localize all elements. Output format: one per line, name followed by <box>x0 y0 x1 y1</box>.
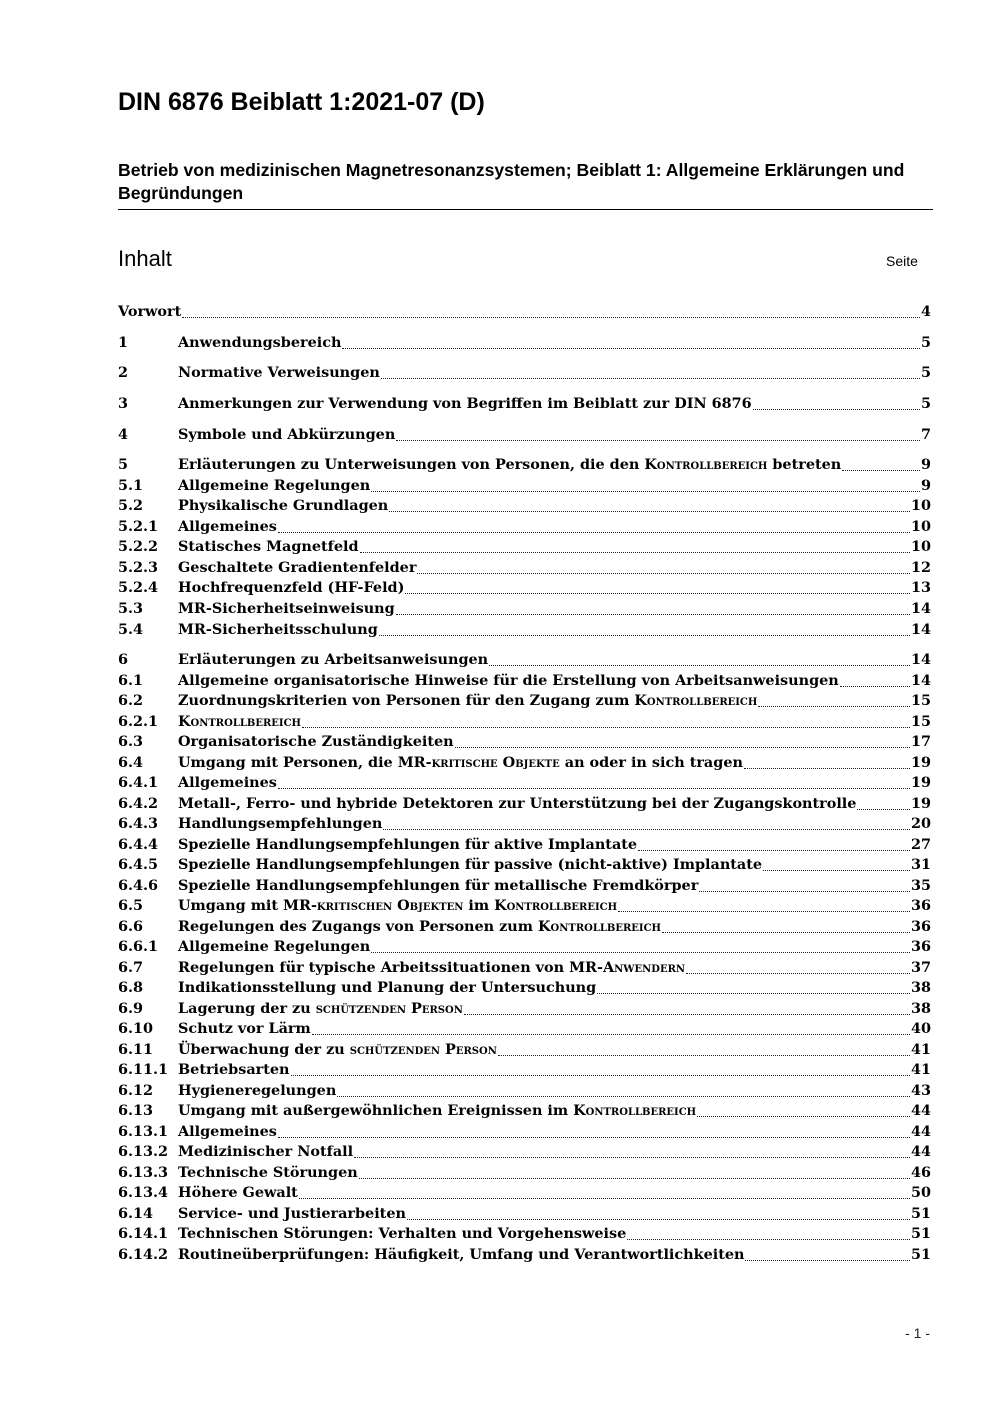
toc-entry-title: Allgemeines <box>178 774 277 791</box>
toc-dot-leader <box>489 654 910 666</box>
toc-dot-leader <box>618 900 910 912</box>
toc-entry[interactable] <box>118 1204 931 1224</box>
toc-entry-page: 51 <box>910 1205 931 1222</box>
toc-entry-title: Regelungen für typische Arbeitssituationen von MR-Anwendern <box>178 959 686 976</box>
toc-entry-page: 36 <box>910 897 931 914</box>
toc-entry-title: Physikalische Grundlagen <box>178 497 389 514</box>
toc-entry-title: Metall-, Ferro- und hybride Detektoren zur Unterstützung bei der Zugangskontrolle <box>178 795 857 812</box>
toc-entry[interactable] <box>118 753 931 773</box>
toc-entry-number: 2 <box>118 364 129 381</box>
toc-entry-page: 36 <box>910 918 931 935</box>
toc-dot-leader <box>686 962 910 974</box>
toc-dot-leader <box>278 1126 910 1138</box>
toc-entry-page: 19 <box>910 774 931 791</box>
toc-entry-number: 6.13.3 <box>118 1164 169 1181</box>
toc-entry-number: 3 <box>118 395 129 412</box>
toc-entry-number: 6.13.1 <box>118 1123 169 1140</box>
toc-entry[interactable] <box>118 1163 931 1183</box>
toc-entry-number: 6.4.2 <box>118 795 159 812</box>
toc-entry-page: 41 <box>910 1061 931 1078</box>
toc-entry-page: 10 <box>910 538 931 555</box>
toc-entry-title: Allgemeine Regelungen <box>178 477 371 494</box>
toc-entry[interactable] <box>118 476 931 496</box>
document-title: DIN 6876 Beiblatt 1:2021-07 (D) <box>118 88 485 116</box>
toc-entry[interactable] <box>118 1019 931 1039</box>
toc-entry-page: 51 <box>910 1246 931 1263</box>
toc-dot-leader <box>627 1228 910 1240</box>
toc-entry-number: 6.11.1 <box>118 1061 169 1078</box>
toc-entry[interactable] <box>118 876 931 896</box>
toc-entry[interactable] <box>118 455 931 475</box>
toc-entry-number: 6.9 <box>118 1000 144 1017</box>
toc-entry-title: Indikationsstellung und Planung der Untersuchung <box>178 979 597 996</box>
toc-entry-number: 6.4.4 <box>118 836 159 853</box>
toc-dot-leader <box>697 1105 910 1117</box>
toc-entry[interactable] <box>118 794 931 814</box>
toc-entry-page: 44 <box>910 1123 931 1140</box>
toc-entry-title: Hygieneregelungen <box>178 1082 337 1099</box>
toc-entry-page: 5 <box>920 395 931 412</box>
toc-entry-number: 6.14.2 <box>118 1246 169 1263</box>
toc-entry-number: 6.4.1 <box>118 774 159 791</box>
toc-entry-title: Regelungen des Zugangs von Personen zum Kontrollbereich <box>178 918 661 935</box>
toc-entry-title: Medizinischer Notfall <box>178 1143 354 1160</box>
toc-entry-title: Schutz vor Lärm <box>178 1020 311 1037</box>
toc-entry-page: 27 <box>910 836 931 853</box>
toc-entry-page: 10 <box>910 518 931 535</box>
toc-dot-leader <box>371 480 920 492</box>
toc-entry-number: 6.4 <box>118 754 144 771</box>
toc-dot-leader <box>753 398 920 410</box>
toc-entry-title: Statisches Magnetfeld <box>178 538 359 555</box>
toc-entry-title: Lagerung der zu schützenden Person <box>178 1000 463 1017</box>
toc-entry-title: Anwendungsbereich <box>178 334 342 351</box>
toc-entry-number: 6.3 <box>118 733 144 750</box>
toc-dot-leader <box>312 1023 910 1035</box>
toc-dot-leader <box>396 429 920 441</box>
toc-entry-page: 46 <box>910 1164 931 1181</box>
toc-dot-leader <box>662 921 910 933</box>
toc-entry-title: Spezielle Handlungsempfehlungen für metallische Fremdkörper <box>178 877 699 894</box>
toc-entry-title: Vorwort <box>118 303 182 320</box>
toc-entry-page: 43 <box>910 1082 931 1099</box>
toc-entry-title: Service- und Justierarbeiten <box>178 1205 406 1222</box>
toc-dot-leader <box>464 1003 910 1015</box>
toc-entry[interactable] <box>118 1081 931 1101</box>
contents-heading: Inhalt <box>118 246 172 271</box>
toc-entry-number: 6.11 <box>118 1041 154 1058</box>
toc-entry-title: Zuordnungskriterien von Personen für den Zugang zum Kontrollbereich <box>178 692 758 709</box>
toc-entry[interactable] <box>118 1040 931 1060</box>
toc-entry-title: Technischen Störungen: Verhalten und Vorgehensweise <box>178 1225 627 1242</box>
toc-entry-number: 4 <box>118 426 129 443</box>
toc-dot-leader <box>407 1208 910 1220</box>
toc-entry-title: Höhere Gewalt <box>178 1184 298 1201</box>
toc-entry[interactable] <box>118 835 931 855</box>
toc-entry[interactable] <box>118 537 931 557</box>
toc-entry[interactable] <box>118 937 931 957</box>
toc-entry-title: MR-Sicherheitseinweisung <box>178 600 395 617</box>
toc-entry-page: 10 <box>910 497 931 514</box>
toc-entry-number: 6.4.3 <box>118 815 159 832</box>
document-subtitle: Betrieb von medizinischen Magnetresonanzsystemen; Beiblatt 1: Allgemeine Erklärungen und Begründungen <box>118 159 933 210</box>
toc-entry-number: 5.1 <box>118 477 144 494</box>
toc-entry[interactable] <box>118 1183 931 1203</box>
toc-entry-number: 6.5 <box>118 897 144 914</box>
toc-entry-number: 6.13 <box>118 1102 154 1119</box>
toc-entry-page: 4 <box>920 303 931 320</box>
toc-entry[interactable] <box>118 1122 931 1142</box>
toc-dot-leader <box>417 562 910 574</box>
toc-entry-title: Allgemeines <box>178 518 277 535</box>
toc-entry-title: Normative Verweisungen <box>178 364 380 381</box>
toc-entry-number: 6.10 <box>118 1020 154 1037</box>
toc-entry-number: 6.6 <box>118 918 144 935</box>
toc-dot-leader <box>389 500 910 512</box>
toc-entry[interactable] <box>118 691 931 711</box>
toc-entry-number: 6.1 <box>118 672 144 689</box>
toc-entry-title: Spezielle Handlungsempfehlungen für aktive Implantate <box>178 836 638 853</box>
toc-entry-page: 50 <box>910 1184 931 1201</box>
toc-dot-leader <box>498 1044 910 1056</box>
toc-entry-page: 44 <box>910 1143 931 1160</box>
toc-entry-page: 31 <box>910 856 931 873</box>
toc-entry-page: 5 <box>920 364 931 381</box>
toc-entry-number: 5 <box>118 456 129 473</box>
toc-entry-page: 17 <box>910 733 931 750</box>
toc-entry[interactable] <box>118 599 931 619</box>
toc-entry-title: Allgemeine Regelungen <box>178 938 371 955</box>
toc-entry-title: Kontrollbereich <box>178 713 301 730</box>
toc-entry-page: 44 <box>910 1102 931 1119</box>
toc-entry-title: Hochfrequenzfeld (HF-Feld) <box>178 579 405 596</box>
toc-entry-title: Technische Störungen <box>178 1164 358 1181</box>
toc-entry-title: Umgang mit Personen, die MR-kritische Objekte an oder in sich tragen <box>178 754 743 771</box>
toc-entry-number: 6.13.4 <box>118 1184 169 1201</box>
toc-entry-number: 6.8 <box>118 979 144 996</box>
toc-entry-number: 6.7 <box>118 959 144 976</box>
toc-entry[interactable] <box>118 425 931 445</box>
toc-entry-page: 38 <box>910 979 931 996</box>
toc-entry-title: Erläuterungen zu Arbeitsanweisungen <box>178 651 489 668</box>
toc-entry[interactable] <box>118 363 931 383</box>
toc-dot-leader <box>302 716 910 728</box>
toc-dot-leader <box>299 1187 910 1199</box>
toc-entry-page: 41 <box>910 1041 931 1058</box>
toc-entry-number: 6.12 <box>118 1082 154 1099</box>
toc-dot-leader <box>291 1064 910 1076</box>
toc-entry-title: Umgang mit MR-kritischen Objekten im Kontrollbereich <box>178 897 618 914</box>
toc-entry[interactable] <box>118 496 931 516</box>
toc-dot-leader <box>857 798 910 810</box>
toc-entry-page: 19 <box>910 795 931 812</box>
toc-entry-number: 6.4.5 <box>118 856 159 873</box>
toc-entry-title: Allgemeine organisatorische Hinweise für die Erstellung von Arbeitsanweisungen <box>178 672 839 689</box>
toc-entry-title: Spezielle Handlungsempfehlungen für passive (nicht-aktive) Implantate <box>178 856 763 873</box>
toc-dot-leader <box>360 541 910 553</box>
toc-entry[interactable] <box>118 1142 931 1162</box>
toc-dot-leader <box>455 736 910 748</box>
toc-entry[interactable] <box>118 855 931 875</box>
toc-entry[interactable] <box>118 558 931 578</box>
toc-entry-title: Betriebsarten <box>178 1061 290 1078</box>
toc-dot-leader <box>337 1085 910 1097</box>
toc-entry-number: 6.14 <box>118 1205 154 1222</box>
toc-entry[interactable] <box>118 1060 931 1080</box>
toc-dot-leader <box>699 880 910 892</box>
toc-entry-number: 5.3 <box>118 600 144 617</box>
toc-entry-page: 14 <box>910 672 931 689</box>
toc-entry-number: 1 <box>118 334 129 351</box>
toc-entry-number: 6.13.2 <box>118 1143 169 1160</box>
toc-entry-number: 6.6.1 <box>118 938 159 955</box>
toc-dot-leader <box>758 695 910 707</box>
toc-dot-leader <box>354 1146 910 1158</box>
toc-entry-title: Anmerkungen zur Verwendung von Begriffen im Beiblatt zur DIN 6876 <box>178 395 752 412</box>
toc-entry-title: Handlungsempfehlungen <box>178 815 383 832</box>
toc-entry[interactable] <box>118 620 931 640</box>
toc-entry-page: 51 <box>910 1225 931 1242</box>
toc-entry-title: Erläuterungen zu Unterweisungen von Personen, die den Kontrollbereich betreten <box>178 456 842 473</box>
toc-entry-title: MR-Sicherheitsschulung <box>178 621 378 638</box>
toc-entry-number: 6.2 <box>118 692 144 709</box>
toc-entry-number: 6.2.1 <box>118 713 159 730</box>
toc-entry-title: Überwachung der zu schützenden Person <box>178 1041 497 1058</box>
toc-dot-leader <box>396 603 910 615</box>
toc-entry-page: 5 <box>920 334 931 351</box>
toc-entry[interactable] <box>118 917 931 937</box>
toc-dot-leader <box>342 337 920 349</box>
toc-entry[interactable] <box>118 712 931 732</box>
toc-entry-page: 12 <box>910 559 931 576</box>
toc-entry-page: 36 <box>910 938 931 955</box>
toc-entry-number: 6.4.6 <box>118 877 159 894</box>
toc-dot-leader <box>379 624 910 636</box>
toc-entry[interactable] <box>118 1101 931 1121</box>
toc-entry[interactable] <box>118 999 931 1019</box>
toc-dot-leader <box>405 582 910 594</box>
toc-entry-page: 14 <box>910 651 931 668</box>
toc-entry-page: 14 <box>910 600 931 617</box>
toc-entry-number: 5.4 <box>118 621 144 638</box>
toc-dot-leader <box>840 675 910 687</box>
page-column-label: Seite <box>886 253 918 269</box>
toc-entry[interactable] <box>118 978 931 998</box>
page-number-footer: - 1 - <box>905 1325 930 1341</box>
toc-entry-title: Routineüberprüfungen: Häufigkeit, Umfang und Verantwortlichkeiten <box>178 1246 745 1263</box>
toc-entry-page: 37 <box>910 959 931 976</box>
toc-entry-title: Geschaltete Gradientenfelder <box>178 559 417 576</box>
toc-entry-page: 15 <box>910 692 931 709</box>
toc-entry[interactable] <box>118 333 931 353</box>
toc-entry[interactable] <box>118 958 931 978</box>
toc-entry[interactable] <box>118 1224 931 1244</box>
toc-entry-page: 40 <box>910 1020 931 1037</box>
toc-entry-page: 20 <box>910 815 931 832</box>
toc-entry[interactable] <box>118 578 931 598</box>
toc-dot-leader <box>383 818 910 830</box>
toc-dot-leader <box>597 982 910 994</box>
toc-dot-leader <box>638 839 910 851</box>
toc-entry[interactable] <box>118 773 931 793</box>
toc-dot-leader <box>278 521 910 533</box>
toc-entry[interactable] <box>118 814 931 834</box>
toc-entry-page: 15 <box>910 713 931 730</box>
toc-entry-title: Organisatorische Zuständigkeiten <box>178 733 454 750</box>
toc-entry-number: 5.2.1 <box>118 518 159 535</box>
toc-entry[interactable] <box>118 1245 931 1265</box>
toc-entry-number: 5.2 <box>118 497 144 514</box>
toc-dot-leader <box>842 459 920 471</box>
toc-dot-leader <box>359 1167 910 1179</box>
toc-entry[interactable] <box>118 671 931 691</box>
toc-entry-page: 7 <box>920 426 931 443</box>
toc-entry-title: Allgemeines <box>178 1123 277 1140</box>
toc-entry-number: 5.2.4 <box>118 579 159 596</box>
toc-dot-leader <box>745 1249 909 1261</box>
toc-dot-leader <box>371 941 910 953</box>
toc-entry[interactable] <box>118 650 931 670</box>
toc-dot-leader <box>278 777 910 789</box>
toc-dot-leader <box>182 306 920 318</box>
toc-dot-leader <box>381 367 920 379</box>
toc-entry-number: 5.2.2 <box>118 538 159 555</box>
toc-entry[interactable] <box>118 896 931 916</box>
toc-dot-leader <box>763 859 910 871</box>
toc-entry-page: 14 <box>910 621 931 638</box>
toc-dot-leader <box>744 757 910 769</box>
toc-entry-page: 9 <box>920 477 931 494</box>
toc-entry-number: 5.2.3 <box>118 559 159 576</box>
toc-entry[interactable] <box>118 517 931 537</box>
toc-entry-page: 13 <box>910 579 931 596</box>
toc-entry-number: 6.14.1 <box>118 1225 169 1242</box>
toc-entry-title: Umgang mit außergewöhnlichen Ereignissen im Kontrollbereich <box>178 1102 697 1119</box>
toc-entry-page: 35 <box>910 877 931 894</box>
toc-entry-number: 6 <box>118 651 129 668</box>
toc-entry[interactable] <box>118 394 931 414</box>
toc-entry-title: Symbole und Abkürzungen <box>178 426 396 443</box>
toc-entry[interactable] <box>118 732 931 752</box>
toc-entry-page: 38 <box>910 1000 931 1017</box>
toc-entry[interactable] <box>118 302 931 322</box>
toc-entry-page: 9 <box>920 456 931 473</box>
toc-entry-page: 19 <box>910 754 931 771</box>
